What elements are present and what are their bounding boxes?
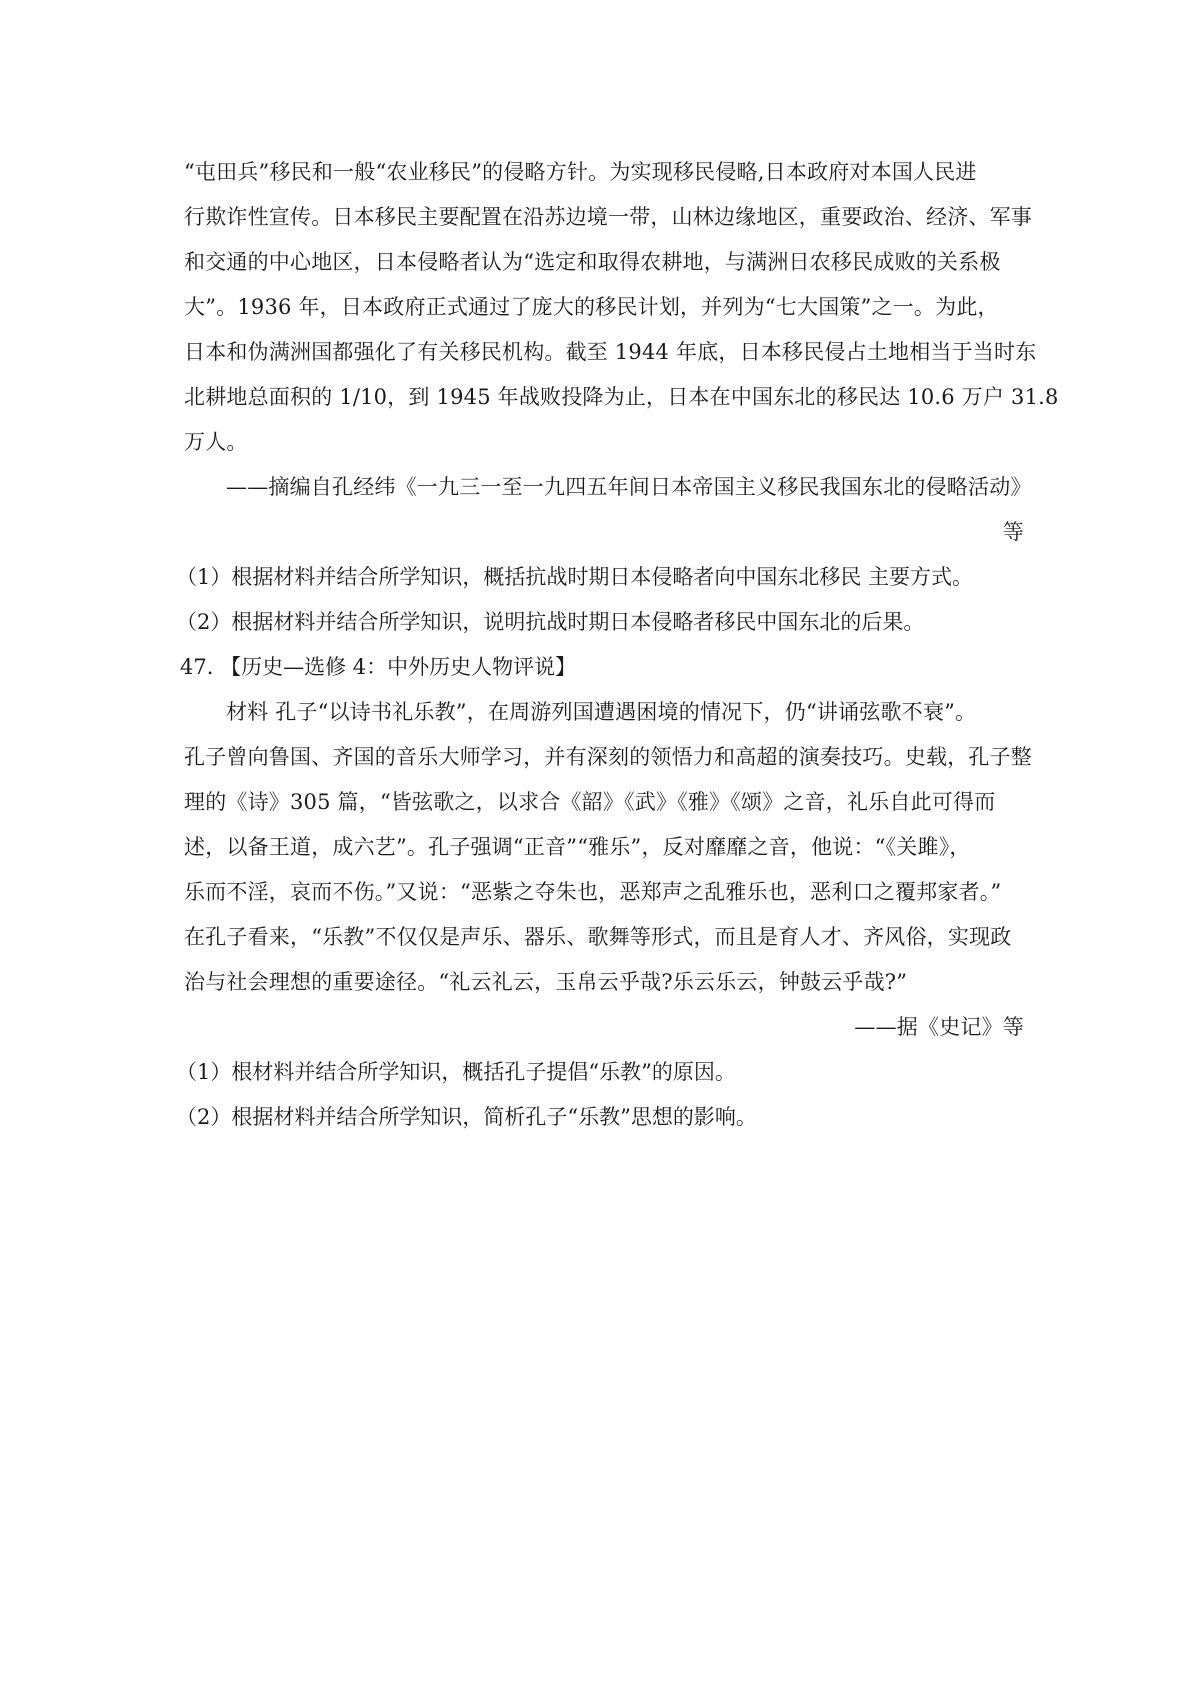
text-line: 日本和伪满洲国都强化了有关移民机构。截至 1944 年底，日本移民侵占土地相当于当时东 [184, 340, 1037, 364]
material-passage-46 [184, 150, 1059, 465]
source-citation: ——据《史记》等 [854, 1015, 1024, 1039]
text-line: 在孔子看来，“乐教”不仅仅是声乐、器乐、歌舞等形式，而且是育人才、齐风俗，实现政 [184, 925, 1012, 949]
question-list-46 [176, 555, 1024, 645]
source-citation: ——摘编自孔经纬《一九三一至一九四五年间日本帝国主义移民我国东北的侵略活动》 [226, 475, 1032, 499]
material-passage-47 [184, 690, 1032, 1005]
question-item: （2）根据材料并结合所学知识，说明抗战时期日本侵略者移民中国东北的后果。 [176, 610, 925, 634]
document-page [176, 150, 1059, 1140]
section-heading: 47. 【历史—选修 4：中外历史人物评说】 [180, 655, 577, 679]
text-line: 材料 孔子“以诗书礼乐教”，在周游列国遭遇困境的情况下，仍“讲诵弦歌不衰”。 [226, 700, 977, 724]
text-line: 理的《诗》305 篇，“皆弦歌之，以求合《韶》《武》《雅》《颂》之音，礼乐自此可得而 [184, 790, 996, 814]
source-citation-tail: 等 [1002, 520, 1024, 544]
question-list-47 [176, 1050, 1024, 1140]
text-line: 大”。1936 年，日本政府正式通过了庞大的移民计划，并列为“七大国策”之一。为此， [184, 295, 999, 319]
text-line: 治与社会理想的重要途径。“礼云礼云，玉帛云乎哉?乐云乐云，钟鼓云乎哉?” [184, 970, 908, 994]
text-line: 和交通的中心地区，日本侵略者认为“选定和取得农耕地，与满洲日农移民成败的关系极 [184, 250, 1001, 274]
text-line: 北耕地总面积的 1/10，到 1945 年战败投降为止，日本在中国东北的移民达 10.6 万户 31.8 [184, 385, 1059, 409]
text-line: 孔子曾向鲁国、齐国的音乐大师学习，并有深刻的领悟力和高超的演奏技巧。史载，孔子整 [184, 745, 1032, 769]
text-line: “屯田兵”移民和一般“农业移民”的侵略方针。为实现移民侵略,日本政府对本国人民进 [184, 160, 977, 184]
question-item: （2）根据材料并结合所学知识，简析孔子“乐教”思想的影响。 [176, 1105, 757, 1129]
text-line: 行欺诈性宣传。日本移民主要配置在沿苏边境一带，山林边缘地区，重要政治、经济、军事 [184, 205, 1032, 229]
question-item: （1）根据材料并结合所学知识，概括抗战时期日本侵略者向中国东北移民 主要方式。 [176, 565, 974, 589]
text-line: 乐而不淫，哀而不伤。”又说：“恶紫之夺朱也，恶郑声之乱雅乐也，恶利口之覆邦家者。” [184, 880, 1002, 904]
text-line: 万人。 [184, 430, 248, 454]
text-line: 述，以备王道，成六艺”。孔子强调“正音”“雅乐”，反对靡靡之音，他说：“《关雎》， [184, 835, 971, 859]
question-item: （1）根材料并结合所学知识，概括孔子提倡“乐教”的原因。 [176, 1060, 736, 1084]
